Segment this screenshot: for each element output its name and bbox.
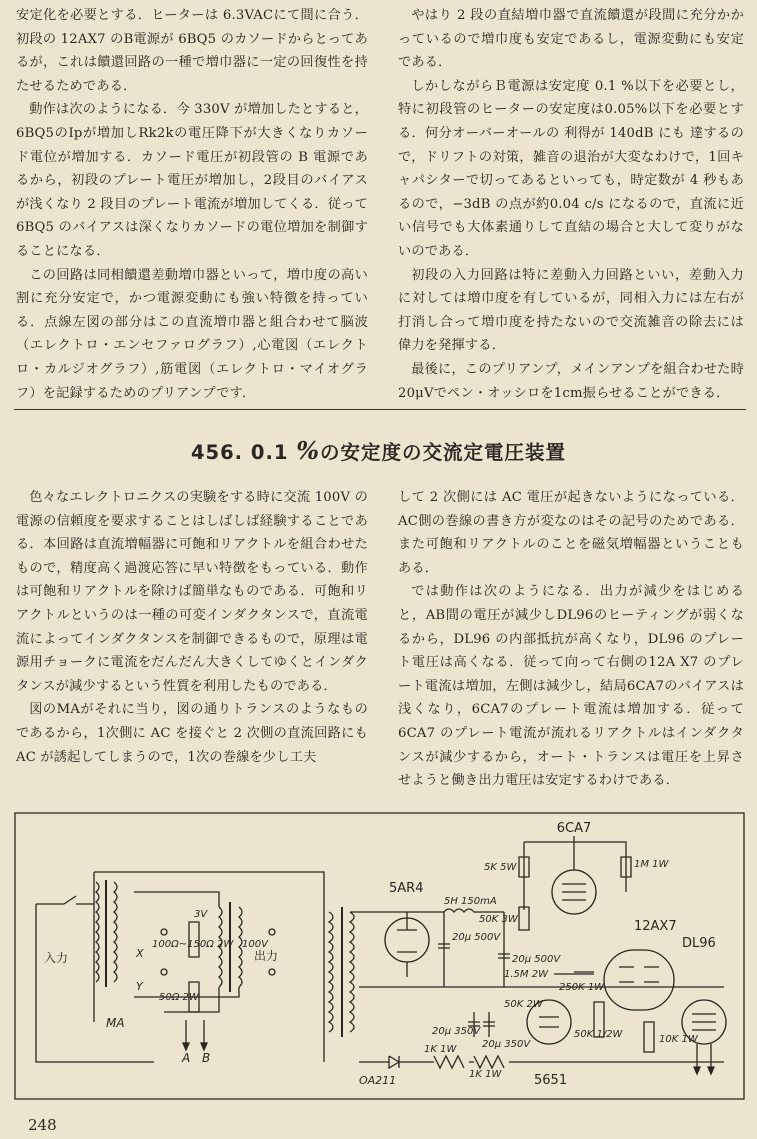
label-choke: 5H 150mA xyxy=(444,896,497,907)
top-right-column xyxy=(398,4,744,405)
output-terminal xyxy=(269,969,275,975)
schematic-frame xyxy=(15,813,744,1099)
label-6ca7: 6CA7 xyxy=(556,821,592,836)
label-oa211: OA211 xyxy=(359,1074,397,1087)
label-dl96: DL96 xyxy=(682,936,716,951)
label-100v: 100V xyxy=(242,939,268,950)
label-r-1m: 1M 1W xyxy=(634,859,669,870)
reactor-coil-right xyxy=(114,882,117,982)
section-divider xyxy=(14,409,746,410)
label-y: Y xyxy=(136,980,143,993)
label-b: B xyxy=(202,1051,211,1065)
tube-12ax7 xyxy=(604,950,674,1010)
label-r-50k-half-w: 50K 1/2W xyxy=(574,1029,623,1040)
label-a: A xyxy=(182,1051,191,1065)
5651-elements xyxy=(539,1017,559,1027)
6ca7-rail xyxy=(524,842,626,847)
paragraph: 動作は次のようになる．今 330V が増加したとすると，6BQ5のIpが増加しRk2kの電圧降下が大きくなりカソード電位が増加する．カソード電圧が初段管の B 電源であるから，初段のプレート電圧が増加し，2段目のバイアスが浅くなり 2 段目のプレート電流が増加してくる．従って6BQ5 のバイアスは深くなりカソードの電位増加を制御することになる． xyxy=(16,102,368,259)
6ca7-resistors xyxy=(519,857,631,930)
circuit-schematic xyxy=(14,812,746,1102)
label-r-1k-b: 1K 1W xyxy=(469,1069,502,1080)
label-c1: 20μ 500V xyxy=(452,932,501,943)
label-c2: 20μ 500V xyxy=(512,954,561,965)
main-wire xyxy=(94,872,324,1062)
paragraph: やはり 2 段の直結増巾器で直流饋還が段間に充分かかっているので増巾度も安定であるし，電源変動にも安定である． xyxy=(398,8,744,71)
label-5ar4: 5AR4 xyxy=(389,881,424,896)
paragraph: では動作は次のようになる．出力が減少をはじめると，AB間の電圧が減少しDL96のヒーティングが弱くなるから，DL96 の内部抵抗が高くなり，DL96 のプレート電圧は高くなる．従って向って右側の12A X7 のプレート電流は増加，左側は減少し，結局6CA7のバイアスは浅くなり，6CA7のプレート電流は増加する．従って6CA7 のプレート電流が流れるリアクトルはインダクタンスが減少するから，オート・トランスは電圧を上昇させようと働き出力電圧は安定するわけである． xyxy=(398,584,744,789)
percent-sign: % xyxy=(296,436,321,465)
choke xyxy=(407,909,504,912)
label-output: 出力 xyxy=(254,949,279,963)
12ax7-elements xyxy=(619,967,659,982)
label-r-1k-a: 1K 1W xyxy=(424,1044,457,1055)
label-r-5k: 5K 5W xyxy=(484,862,517,873)
label-5651: 5651 xyxy=(534,1073,568,1088)
paragraph: 初段の入力回路は特に差動入力回路といい，差動入力に対しては増巾度を有しているが，同相入力には左右が打消し合って増巾度を持たないので交流雑音の除去には偉力を発揮する． xyxy=(398,267,744,354)
paragraph: して 2 次側には AC 電圧が起きないようになっている．AC側の巻線の書き方が変なのはその記号のためである．また可飽和リアクトルのことを磁気増幅器ということもある． xyxy=(398,490,744,576)
article-number: 456. xyxy=(190,441,244,464)
label-r-250k: 250K 1W xyxy=(559,982,605,993)
paragraph: 色々なエレクトロニクスの実験をする時に交流 100V の電源の信頼度を要求することはしばしば経験することである．本回路は直流増幅器に可飽和リアクトルを組合わせたもので，精度高く過渡応答に早い特徴をもっている．動作は可飽和リアクトルを除けば簡単なものである．可飽和リアクトルというのは一種の可変インダクタンスで，直流電流によってインダクタンスを制御できるもので，原理は電源用チョークに電流をだんだん大きくしてゆくとインダクタンスが減少するという性質を利用したものである． xyxy=(16,490,368,694)
6ca7-elements xyxy=(524,836,626,910)
label-12ax7: 12AX7 xyxy=(634,919,677,934)
label-ma: MA xyxy=(106,1016,125,1030)
article-value: 0.1 xyxy=(250,441,289,464)
ab-arrows xyxy=(183,1043,207,1050)
power-transformer-secondary xyxy=(350,912,354,1032)
label-r-1-5m: 1.5M 2W xyxy=(504,969,548,980)
label-pot-100: 100Ω~150Ω 2W xyxy=(152,939,234,950)
label-r-50k-2w: 50K 2W xyxy=(504,999,543,1010)
rectifier-elements xyxy=(350,912,417,977)
diode-oa211 xyxy=(359,1056,434,1068)
page-number: 248 xyxy=(28,1116,57,1134)
label-pot-50: 50Ω 2W xyxy=(159,992,199,1003)
label-x: X xyxy=(136,947,144,960)
output-terminal xyxy=(269,929,275,935)
switch xyxy=(64,896,76,904)
article-title xyxy=(0,436,757,465)
ab-leads xyxy=(186,1020,204,1050)
article-left-column xyxy=(16,486,368,769)
paragraph: 図のMAがそれに当り，図の通りトランスのようなものであるから，1次側に AC を接ぐと 2 次側の直流回路にも AC が誘起してしまうので，1次の巻線を少し工夫 xyxy=(16,702,368,765)
article-title-text: の安定度の交流定電圧装置 xyxy=(320,441,567,464)
label-r-10k: 10K 1W xyxy=(659,1034,698,1045)
dl96-arrows xyxy=(694,1067,714,1074)
power-transformer-primary xyxy=(329,912,333,1032)
label-3v: 3V xyxy=(194,909,208,920)
lower-resistor-chain xyxy=(434,1056,724,1068)
paragraph: 最後に，このプリアンプ，メインアンプを組合わせた時20μVでペン・オッシロを1cm振らせることができる． xyxy=(398,361,744,401)
paragraph: この回路は同相饋還差動増巾器といって，増巾度の高い割に充分安定で，かつ電源変動にも強い特徴を持っている．点線左図の部分はこの直流増巾器と組合わせて脳波（エレクトロ・エンセファログラフ）,心電図（エレクトロ・カルジオグラフ）,筋電図（エレクトロ・マイオグラフ）を記録するためのプリアンプです． xyxy=(16,267,368,401)
paragraph: しかしながらＢ電源は安定度 0.1 %以下を必要とし，特に初段管のヒーターの安定度は0.05%以下を必要とする．何分オーバーオールの 利得が 140dB にも 達するので，ドリフトの対策，雑音の退治が大変なわけで，1回キャパシターで切ってあるといっても，時定数が 4 秒もあるので，−3dB の点が約0.04 c/s になるので，直流に近い信号でも大体素通りして直結の場合と大して変りがないのである． xyxy=(398,78,744,259)
label-input: 入力 xyxy=(44,951,69,965)
reactor-coil-left xyxy=(96,882,99,982)
top-left-column xyxy=(16,4,368,405)
terminal xyxy=(161,969,167,975)
paragraph: 安定化を必要とする．ヒーターは 6.3VACにて間に合う．初段の 12AX7 のB電源が 6BQ5 のカソードからとってあるが，これは饋還回路の一種で増巾器に一定の回復性を持たせるためである． xyxy=(16,8,368,94)
label-c4: 20μ 350V xyxy=(482,1039,531,1050)
terminal xyxy=(161,929,167,935)
article-right-column xyxy=(398,486,744,793)
label-c3: 20μ 350V xyxy=(432,1026,481,1037)
label-r-50k-3w: 50K 3W xyxy=(479,914,518,925)
